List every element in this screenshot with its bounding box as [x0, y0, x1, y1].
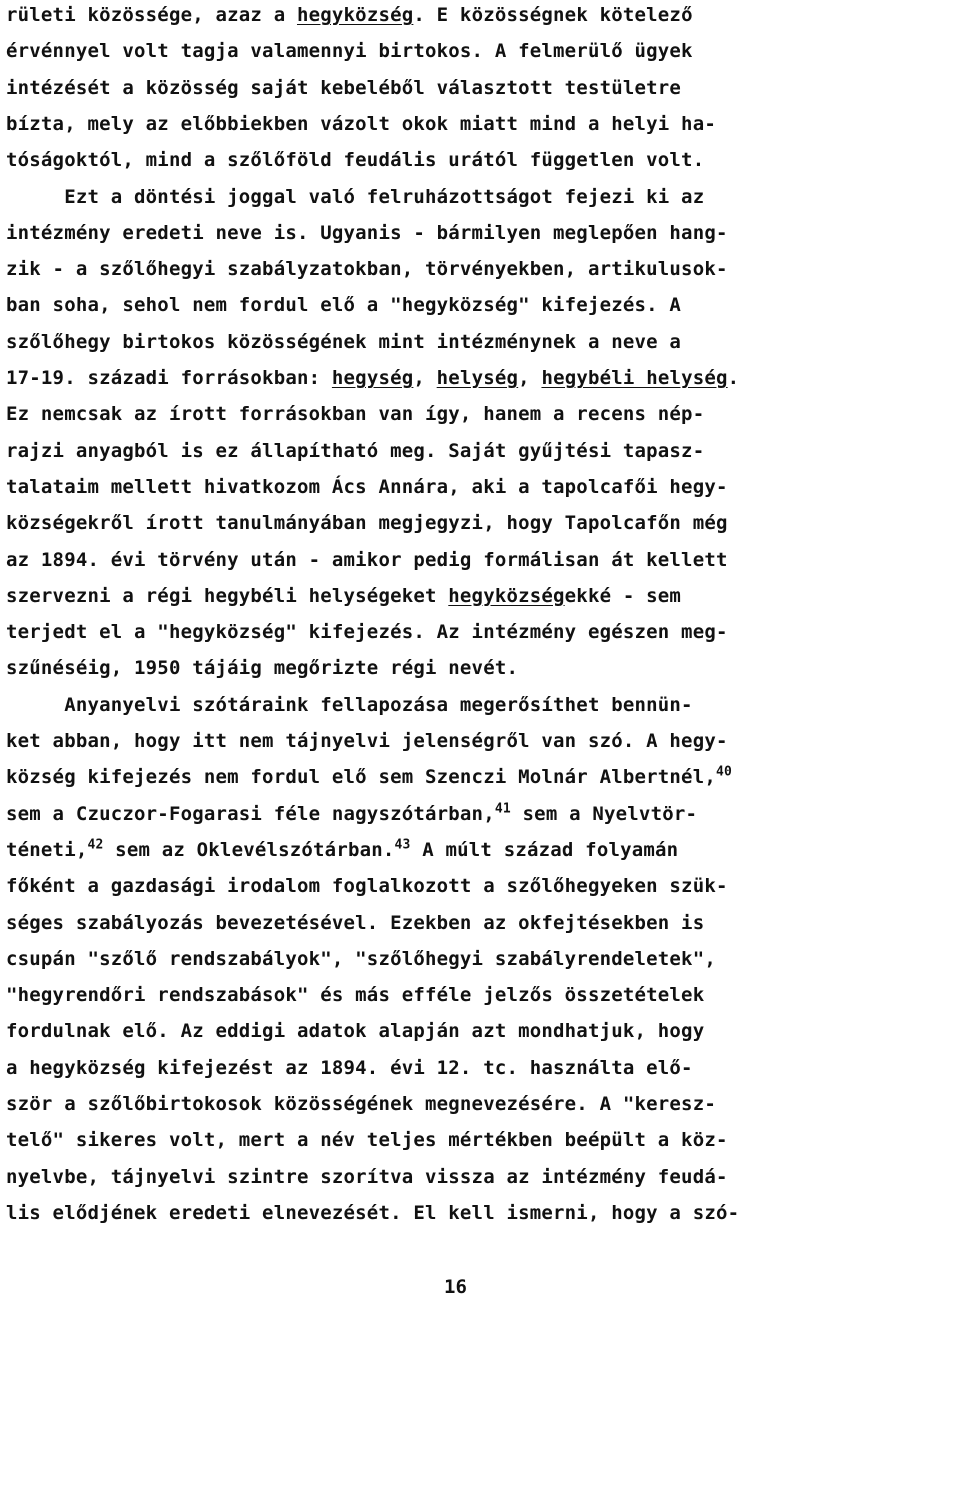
text-segment: Ez nemcsak az írott forrásokban van így, hanem a recens nép-: [6, 403, 705, 426]
text-segment: lis elődjének eredeti elnevezését. El kell ismerni, hogy a szó-: [6, 1201, 740, 1224]
underlined-term: hegyközség: [296, 4, 414, 26]
text-segment: Ezt a döntési joggal való felruházottságot fejezi ki az: [6, 185, 705, 208]
text-segment: sem az Oklevélszótárban.: [103, 838, 395, 861]
text-line: [6, 472, 728, 502]
text-segment: érvénnyel volt tagja valamennyi birtokos. A felmerülő ügyek: [6, 40, 693, 63]
text-line: [6, 581, 681, 611]
text-segment: terjedt el a "hegyközség" kifejezés. Az intézmény egészen meg-: [6, 621, 728, 644]
underlined-term: hegybéli helység: [541, 367, 728, 389]
text-line: [6, 871, 728, 901]
text-line: [6, 835, 678, 865]
text-segment: ban soha, sehol nem fordul elő a "hegyközség" kifejezés. A: [6, 294, 682, 317]
text-segment: ,: [518, 367, 542, 389]
footnote-ref: 41: [494, 801, 511, 817]
text-segment: szűnéséig, 1950 tájáig megőrizte régi nevét.: [6, 657, 519, 680]
text-line: [6, 944, 716, 974]
text-line: [6, 690, 693, 720]
text-line: [6, 1053, 693, 1083]
text-line: [6, 109, 716, 139]
text-segment: "hegyrendőri rendszabások" és más efféle jelzős összetételek: [6, 984, 705, 1007]
text-segment: nyelvbe, tájnyelvi szintre szorítva vissza az intézmény feudá-: [6, 1165, 728, 1188]
text-line: [6, 363, 739, 393]
text-segment: telő" sikeres volt, mert a név teljes mértékben beépült a köz-: [6, 1129, 728, 1152]
text-line: [6, 182, 704, 212]
text-segment: ekké - sem: [564, 584, 682, 607]
text-segment: . E közösségnek kötelező: [413, 4, 693, 26]
text-segment: 17-19. századi forrásokban:: [6, 367, 332, 389]
text-line: [6, 508, 728, 538]
underlined-term: hegyközség: [448, 584, 565, 607]
text-line: [6, 218, 728, 248]
text-segment: intézmény eredeti neve is. Ugyanis - bármilyen meglepően hang-: [6, 221, 728, 244]
underlined-term: hegység: [331, 367, 414, 389]
text-segment: talataim mellett hivatkozom Ács Annára, aki a tapolcafői hegy-: [6, 475, 728, 498]
text-segment: rületi közössége, azaz a: [6, 4, 297, 26]
text-line: [6, 1162, 728, 1192]
text-line: [6, 254, 728, 284]
text-segment: .: [727, 367, 740, 389]
text-segment: csupán "szőlő rendszabályok", "szőlőhegyi szabályrendeletek",: [6, 947, 716, 970]
footnote-ref: 40: [715, 764, 733, 780]
text-line: [6, 617, 728, 647]
text-segment: intézését a közösség saját kebeléből választott testületre: [6, 76, 682, 99]
text-line: [6, 436, 704, 466]
text-line: [6, 980, 704, 1010]
text-segment: ször a szőlőbirtokosok közösségének megnevezésére. A "keresz-: [6, 1093, 716, 1115]
text-segment: szervezni a régi hegybéli helységeket: [6, 584, 449, 607]
text-segment: tóságoktól, mind a szőlőföld feudális urától független volt.: [6, 149, 705, 172]
text-line: [6, 0, 693, 30]
text-line: [6, 290, 681, 320]
text-segment: ,: [413, 367, 437, 389]
text-line: [6, 1016, 704, 1046]
text-line: [6, 327, 681, 357]
text-segment: községekről írott tanulmányában megjegyzi, hogy Tapolcafőn még: [6, 512, 728, 535]
text-segment: község kifejezés nem fordul elő sem Szenczi Molnár Albertnél,: [6, 766, 716, 789]
text-segment: téneti,: [6, 838, 88, 861]
text-segment: rajzi anyagból is ez állapítható meg. Saját gyűjtési tapasz-: [6, 439, 705, 462]
text-segment: A múlt század folyamán: [410, 838, 679, 861]
text-line: [6, 1125, 728, 1155]
footnote-ref: 42: [87, 837, 104, 853]
text-line: [6, 399, 704, 429]
text-segment: bízta, mely az előbbiekben vázolt okok miatt mind a helyi ha-: [6, 112, 716, 135]
text-line: [6, 73, 681, 103]
text-line: [6, 145, 704, 175]
text-segment: sem a Czuczor-Fogarasi féle nagyszótárban,: [6, 802, 495, 825]
text-line: [6, 762, 732, 792]
text-segment: az 1894. évi törvény után - amikor pedig formálisan át kellett: [6, 548, 728, 571]
text-line: [6, 799, 697, 829]
text-line: [6, 36, 693, 66]
text-segment: szőlőhegy birtokos közösségének mint intézménynek a neve a: [6, 330, 682, 353]
text-segment: sem a Nyelvtör-: [510, 802, 698, 825]
page-number: 16: [444, 1276, 467, 1298]
text-line: [6, 908, 704, 938]
text-line: [6, 1089, 716, 1119]
text-line: [6, 653, 518, 683]
text-line: [6, 545, 728, 575]
footnote-ref: 43: [394, 837, 411, 853]
text-line: [6, 1198, 739, 1228]
text-segment: zik - a szőlőhegyi szabályzatokban, törvényekben, artikulusok-: [6, 258, 728, 281]
text-line: [6, 726, 728, 756]
text-segment: ket abban, hogy itt nem tájnyelvi jelenségről van szó. A hegy-: [6, 730, 728, 752]
text-segment: séges szabályozás bevezetésével. Ezekben az okfejtésekben is: [6, 911, 705, 934]
text-segment: a hegyközség kifejezést az 1894. évi 12. tc. használta elő-: [6, 1056, 693, 1079]
underlined-term: helység: [436, 367, 519, 389]
text-segment: főként a gazdasági irodalom foglalkozott a szőlőhegyeken szük-: [6, 875, 728, 898]
text-segment: fordulnak elő. Az eddigi adatok alapján azt mondhatjuk, hogy: [6, 1020, 705, 1043]
text-segment: Anyanyelvi szótáraink fellapozása megerősíthet bennün-: [6, 693, 693, 716]
